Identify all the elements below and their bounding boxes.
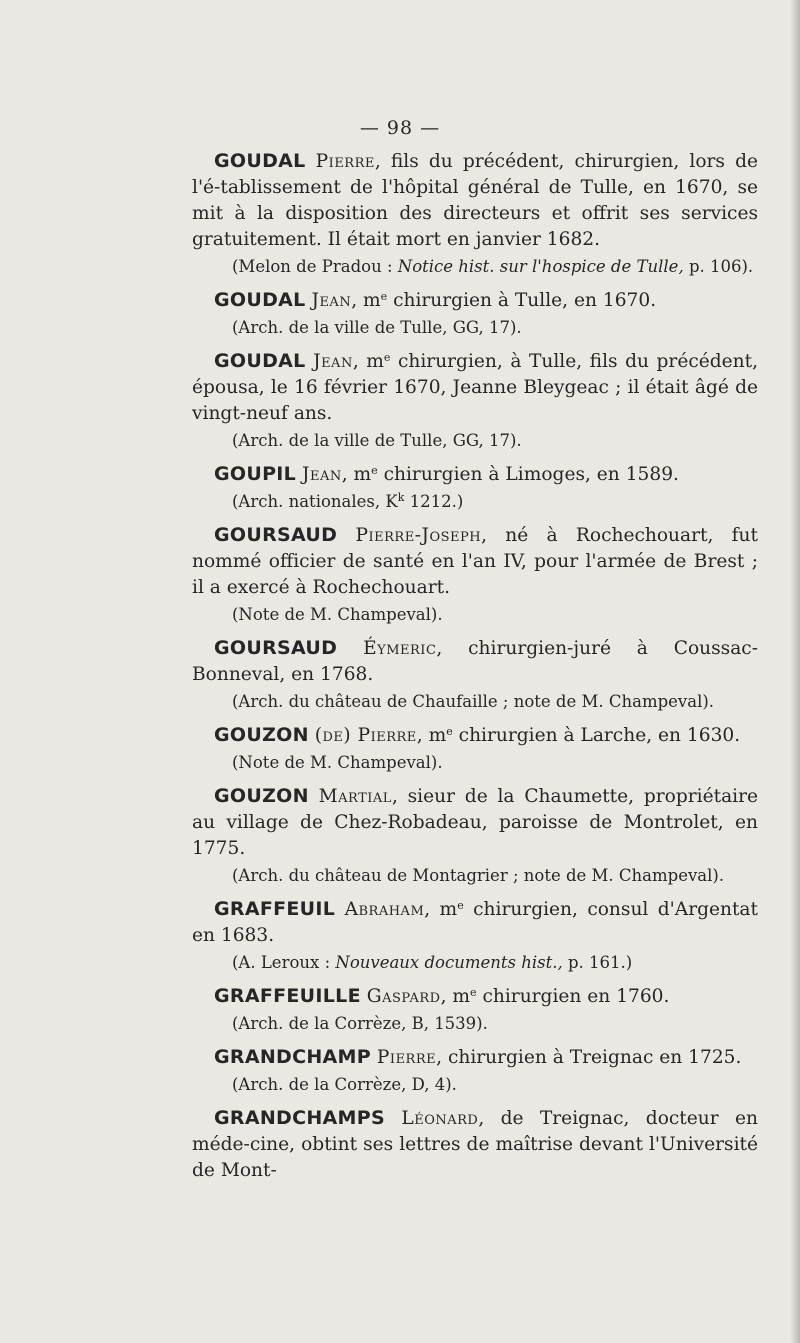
dictionary-entries: [192, 148, 758, 1192]
entry-surname: GOURSAUD: [214, 524, 338, 546]
entry-text: , né à Rochechouart, fut nommé officier de santé en l'an IV, pour l'armée de Brest ; il a exercé à Rochechouart.: [192, 525, 758, 598]
entry-text: chirurgien à Tulle, en 1670.: [387, 290, 657, 311]
entry-given-name: Abraham: [344, 899, 425, 920]
entry-given-name: Jean: [302, 464, 342, 485]
entry-source: (Arch. de la ville de Tulle, GG, 17).: [232, 431, 522, 450]
entry-source: (Arch. nationales, $K^k$ 1212.): [232, 491, 464, 511]
entry-gouzon-pierre: GOUZON (de) Pierre, $m^e$ chirurgien à Larche, en 1630. (Note de M. Champeval).: [192, 722, 758, 775]
entry-given-name: Gaspard: [366, 986, 441, 1007]
entry-gouzon-martial: [192, 783, 758, 888]
entry-goudal-pierre: [192, 148, 758, 279]
entry-source: (Melon de Pradou : Notice hist. sur l'hospice de Tulle, p. 106).: [232, 257, 754, 276]
entry-surname: GOUZON: [214, 785, 309, 807]
entry-text: chirurgien, consul d'Argentat en 1683.: [192, 899, 758, 946]
entry-text: , fils du précédent, chirurgien, lors de l'é-tablissement de l'hôpital général de Tulle, en 1670, se mit à la disposition des directeurs et offrit ses services gratuitement. Il était mort en janvier 1682.: [192, 151, 758, 250]
entry-given-name: Éymeric: [363, 638, 437, 659]
entry-text: chirurgien, à Tulle, fils du précédent, épousa, le 16 février 1670, Jeanne Bleygeac ; il était âgé de vingt-neuf ans.: [192, 351, 759, 424]
entry-given-name: Léonard: [401, 1108, 479, 1129]
entry-particle: (de): [314, 725, 358, 746]
entry-text: , chirurgien-juré à Coussac-Bonneval, en 1768.: [192, 638, 758, 685]
entry-source: (Note de M. Champeval).: [232, 605, 443, 624]
entry-source: (Note de M. Champeval).: [232, 753, 443, 772]
entry-text: , sieur de la Chaumette, propriétaire au village de Chez-Robadeau, paroisse de Montrolet, en 1775.: [192, 786, 758, 859]
page-number: — 98 —: [359, 117, 441, 139]
entry-surname: GOUZON: [214, 724, 309, 746]
entry-source: (Arch. de la Corrèze, B, 1539).: [232, 1014, 488, 1033]
entry-surname: GOURSAUD: [214, 637, 338, 659]
entry-surname: GOUPIL: [214, 463, 297, 485]
entry-grandchamp-pierre: [192, 1044, 758, 1097]
entry-given-name: Jean: [311, 290, 352, 311]
entry-given-name: Pierre: [376, 1047, 437, 1068]
entry-surname: GOUDAL: [214, 350, 306, 372]
entry-graffeuil-abraham: GRAFFEUIL Abraham, $m^e$ chirurgien, consul d'Argentat en 1683. (A. Leroux : Nouveaux documents hist., p. 161.): [192, 896, 758, 975]
entry-given-name: Jean: [313, 351, 353, 372]
entry-surname: GRAFFEUIL: [214, 898, 336, 920]
entry-surname: GRANDCHAMP: [214, 1046, 371, 1068]
entry-source: (Arch. du château de Chaufaille ; note de M. Champeval).: [232, 692, 715, 711]
entry-given-name: Pierre-Joseph: [355, 525, 482, 546]
entry-goupil-jean: GOUPIL Jean, $m^e$ chirurgien à Limoges, en 1589. (Arch. nationales, $K^k$ 1212.): [192, 461, 758, 514]
entry-surname: GOUDAL: [214, 150, 306, 172]
entry-given-name: Pierre: [357, 725, 417, 746]
entry-text: chirurgien à Limoges, en 1589.: [377, 464, 679, 485]
entry-goursaud-pierre-joseph: [192, 522, 758, 627]
entry-source: (Arch. de la Corrèze, D, 4).: [232, 1075, 457, 1094]
entry-grandchamps-leonard: [192, 1105, 758, 1184]
entry-given-name: Pierre: [315, 151, 375, 172]
entry-given-name: Martial: [318, 786, 392, 807]
entry-text: chirurgien à Larche, en 1630.: [452, 725, 741, 746]
entry-source: (Arch. de la ville de Tulle, GG, 17).: [232, 318, 522, 337]
entry-goudal-jean-1: GOUDAL Jean, $m^e$ chirurgien à Tulle, en 1670. (Arch. de la ville de Tulle, GG, 17).: [192, 287, 758, 340]
entry-text: chirurgien en 1760.: [476, 986, 670, 1007]
entry-graffeuille-gaspard: GRAFFEUILLE Gaspard, $m^e$ chirurgien en 1760. (Arch. de la Corrèze, B, 1539).: [192, 983, 758, 1036]
entry-surname: GRAFFEUILLE: [214, 985, 361, 1007]
entry-goudal-jean-2: GOUDAL Jean, $m^e$ chirurgien, à Tulle, fils du précédent, épousa, le 16 février 1670, Jeanne Bleygeac ; il était âgé de vingt-neuf ans. (Arch. de la ville de Tulle, GG, 17).: [192, 348, 758, 453]
entry-surname: GOUDAL: [214, 289, 306, 311]
entry-source: (A. Leroux : Nouveaux documents hist., p. 161.): [232, 953, 633, 972]
entry-surname: GRANDCHAMPS: [214, 1107, 385, 1129]
entry-goursaud-eymeric: [192, 635, 758, 714]
entry-text: , de Treignac, docteur en méde-cine, obtint ses lettres de maîtrise devant l'Université de Mont-: [192, 1108, 758, 1181]
entry-source: (Arch. du château de Montagrier ; note de M. Champeval).: [232, 866, 725, 885]
page-edge-shadow: [790, 0, 800, 1343]
entry-text: , chirurgien à Treignac en 1725.: [436, 1047, 742, 1068]
